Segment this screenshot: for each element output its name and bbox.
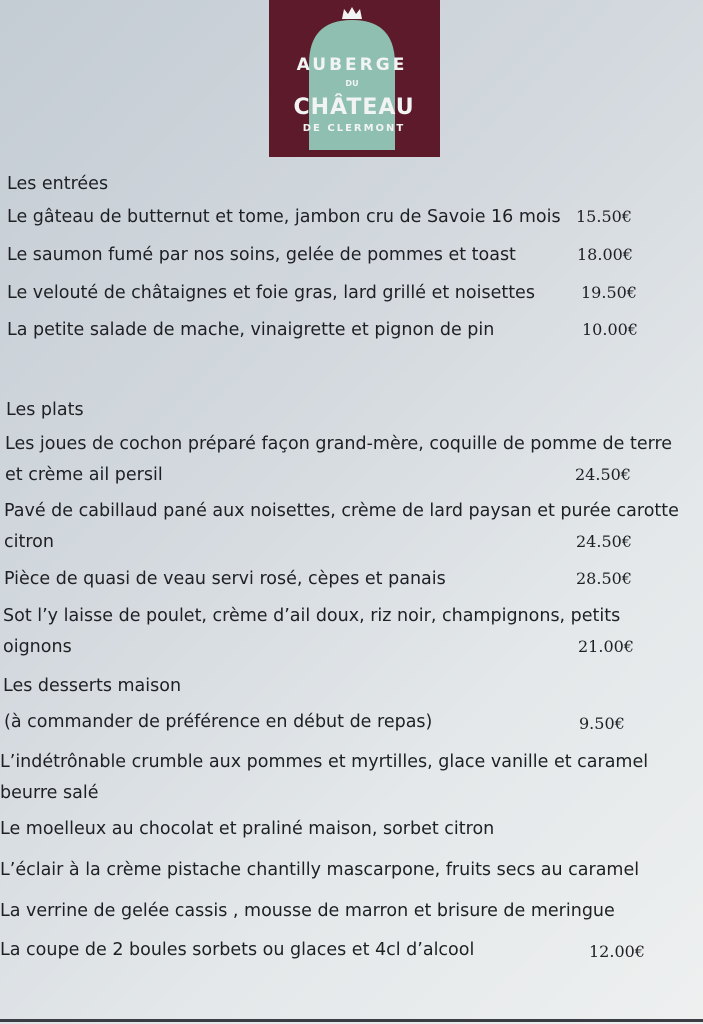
menu-item-name-cont: et crème ail persil [5, 465, 163, 485]
logo-auberge-text: AUBERGE [296, 55, 408, 75]
desserts-note: (à commander de préférence en début de repas) [4, 712, 433, 732]
menu-item-price: 28.50€ [576, 569, 632, 588]
logo-chateau-text: CHÂTEAU [293, 95, 415, 120]
page-edge-divider [0, 1019, 703, 1022]
menu-item-name: La verrine de gelée cassis , mousse de marron et brisure de meringue [0, 901, 615, 921]
section-title-desserts: Les desserts maison [3, 676, 182, 696]
menu-item-name-cont: oignons [3, 637, 72, 657]
menu-item-name: La coupe de 2 boules sorbets ou glaces et 4cl d’alcool [0, 940, 475, 960]
menu-item-price: 21.00€ [578, 637, 634, 656]
menu-item-name-cont: beurre salé [0, 783, 99, 803]
logo-artwork [269, 0, 440, 157]
logo-du-text: DU [345, 79, 359, 88]
menu-item-price: 24.50€ [576, 532, 632, 551]
restaurant-logo [269, 0, 440, 157]
crown-icon [342, 7, 362, 19]
menu-item-name: L’indétrônable crumble aux pommes et myrtilles, glace vanille et caramel [0, 752, 649, 772]
menu-item-name: L’éclair à la crème pistache chantilly mascarpone, fruits secs au caramel [0, 860, 640, 880]
menu-item-name: Le moelleux au chocolat et praliné maison, sorbet citron [0, 819, 495, 839]
menu-item-name: Le saumon fumé par nos soins, gelée de pommes et toast [7, 245, 516, 265]
menu-item-name-cont: citron [4, 532, 54, 552]
menu-item-price: 24.50€ [575, 465, 631, 484]
menu-item-price: 19.50€ [581, 283, 637, 302]
menu-item-name: Le velouté de châtaignes et foie gras, lard grillé et noisettes [7, 283, 535, 303]
menu-item-name: Les joues de cochon préparé façon grand-mère, coquille de pomme de terre [5, 434, 673, 454]
menu-item-name: La petite salade de mache, vinaigrette et pignon de pin [7, 320, 495, 340]
menu-item-name: Le gâteau de butternut et tome, jambon cru de Savoie 16 mois [7, 207, 561, 227]
section-title-entrees: Les entrées [7, 174, 109, 194]
menu-item-price: 10.00€ [582, 320, 638, 339]
section-title-plats: Les plats [6, 400, 84, 420]
menu-item-price: 12.00€ [589, 942, 645, 961]
menu-item-name: Sot l’y laisse de poulet, crème d’ail doux, riz noir, champignons, petits [3, 606, 621, 626]
desserts-note-price: 9.50€ [579, 714, 625, 733]
menu-item-name: Pièce de quasi de veau servi rosé, cèpes et panais [4, 569, 446, 589]
menu-item-price: 15.50€ [576, 207, 632, 226]
menu-item-price: 18.00€ [577, 245, 633, 264]
menu-item-name: Pavé de cabillaud pané aux noisettes, crème de lard paysan et purée carotte [4, 501, 679, 521]
logo-clermont-text: DE CLERMONT [302, 123, 406, 134]
